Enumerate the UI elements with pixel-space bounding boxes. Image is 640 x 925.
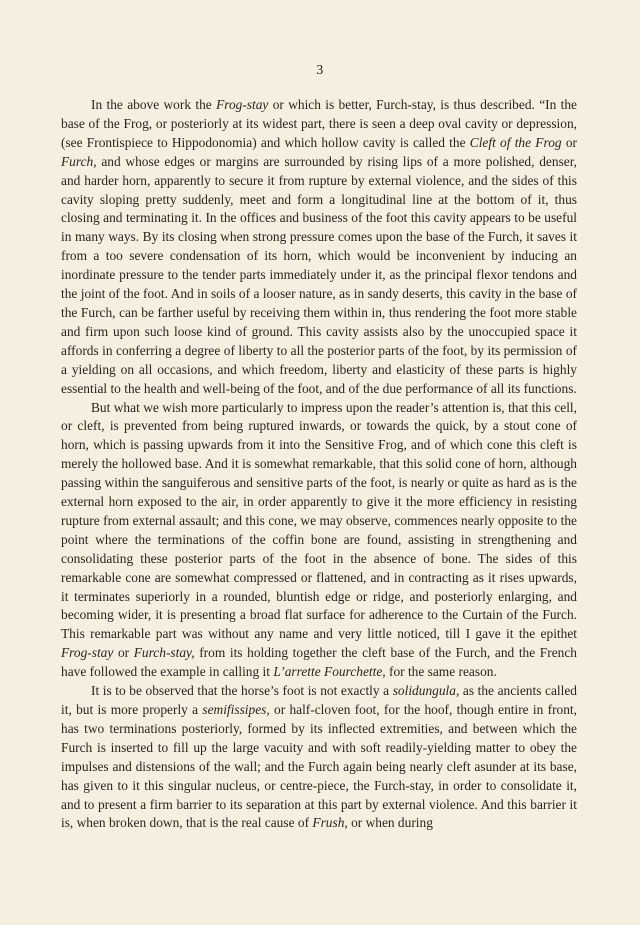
italic-text-run: Frush, [312, 815, 348, 831]
text-run: and whose edges or margins are surrounded by rising lips of a more polished, denser, and harder horn, apparently to secure it from rupture by external violence, and the sides of this cavity sloping pretty suddenly, meet and form a longitudinal line at the bottom of it, thus closing and terminating it. In the offices and business of the foot this cavity appears to be useful in many ways. By its closing when strong pressure comes upon the base of the Furch, it saves it from a too severe condensation of its horn, which would be inconvenient by inducing an inordinate pressure to the tender parts immediately under it, as the principal flexor tendons and the joint of the foot. And in soils of a looser nature, as in sandy deserts, this cavity in the base of the Furch, can be farther useful by receiving them within in, thus rendering the foot more stable and firm upon such loose kind of ground. This cavity assists also by the unoccupied space it affords in conferring a degree of liberty to all the posterior parts of the foot, by its permission of a yielding on all occasions, and which freedom, liberty and elasticity of these parts is highly essential to the health and well-being of the foot, and of the due performance of all its functions. [61, 153, 577, 396]
text-run: from its holding together the cleft base of the Furch, and the French have followed the example in calling it [61, 645, 577, 680]
text-run: or [561, 134, 577, 150]
italic-text-run: Frog-stay [61, 645, 114, 661]
text-run: In the above work the [91, 97, 217, 112]
italic-text-run: Furch-stay, [133, 645, 195, 661]
text-run: or [113, 645, 134, 661]
text-run: or when during [347, 815, 433, 831]
italic-text-run: Cleft of the Frog [469, 134, 562, 150]
text-run: or half-cloven foot, for the hoof, though entire in front, has two terminations posteriorly, formed by its inflected extremities, and between which the Furch is inserted to fill up the large vacuity and with soft readily-yielding matter to obey the impulses and distensions of the wall; and the Furch again being nearly cleft asunder at its base, has given to it this singular nucleus, or centre-piece, the Furch-stay, in order to consolidate it, and to present a firm barrier to its separation at this part by external violence. And this barrier it is, when broken down, that is the real cause of [61, 702, 577, 831]
paragraph-2 [61, 399, 577, 683]
text-run: But what we wish more particularly to impress upon the reader’s attention is, that this cell, or cleft, is prevented from being ruptured inwards, or towards the quick, by a stout cone of horn, which is passing upwards from it into the Sensitive Frog, and of which cone this cleft is merely the hollowed base. And it is somewhat remarkable, that this solid cone of horn, although passing within the sanguiferous and sensitive parts of the foot, is nearly or quite as hard as is the external horn exposed to the air, in order apparently to give it the more efficiency in resisting rupture from external assault; and this cone, we may observe, commences nearly opposite to the point where the terminations of the coffin bone are found, assisting in strengthening and consolidating these posterior parts of the foot in the absence of bone. The sides of this remarkable cone are somewhat compressed or flattened, and in contracting as it rises upwards, it terminates superiorly in a rounded, bluntish edge or ridge, and posteriorly enlarging, and becoming wider, it is presenting a broad flat surface for adherence to the Curtain of the Furch. This remarkable part was without any name and very little noticed, till I gave it the epithet [61, 399, 577, 642]
text-run: It is to be observed that the horse’s foot is not exactly a [91, 683, 393, 699]
text-run: as the ancients called it, but is more properly a [61, 683, 577, 717]
italic-text-run: L’arrette Fourchette, [273, 664, 386, 680]
text-run: for the same reason. [385, 664, 497, 680]
italic-text-run: solidungula, [392, 683, 460, 699]
italic-text-run: Frog-stay [216, 97, 269, 112]
paragraph-1 [61, 96, 577, 399]
paragraph-3 [61, 682, 577, 833]
italic-text-run: Furch, [61, 153, 97, 169]
body-text [61, 96, 577, 833]
page-number: 3 [316, 63, 324, 78]
text-run: or which is better, Furch-stay, is thus described. “In the base of the Frog, or posteriorly at its widest part, there is seen a deep oval cavity or depression, (see Frontispiece to Hippodonomia) and which hollow cavity is called the [61, 97, 577, 150]
italic-text-run: semifissipes, [202, 702, 270, 717]
